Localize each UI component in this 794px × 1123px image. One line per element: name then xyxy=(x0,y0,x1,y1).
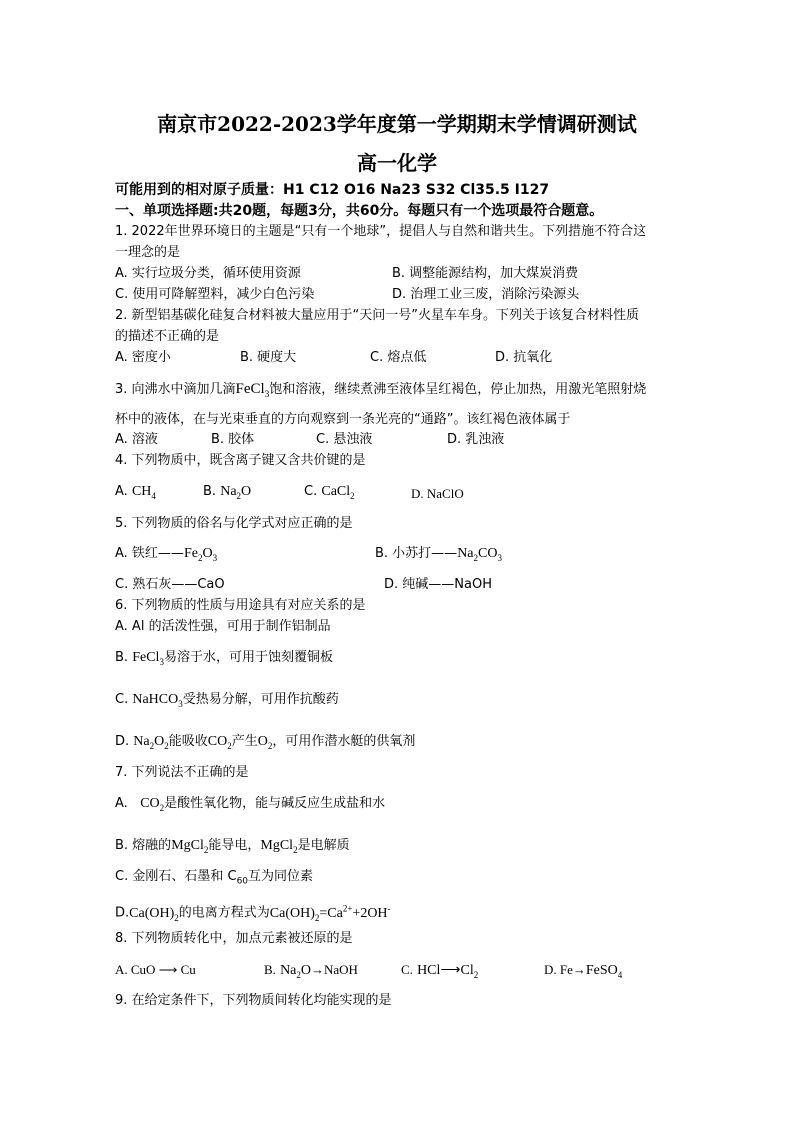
q6-d-t2: 产生 xyxy=(231,734,258,749)
q7-b-f2: MgCl xyxy=(260,838,294,853)
q1-option-d: D. 治理工业三废，消除污染源头 xyxy=(392,287,580,302)
q4-b-f: Na xyxy=(220,484,237,499)
q5-stem: 5. 下列物质的俗名与化学式对应正确的是 xyxy=(115,516,353,531)
q7-d-s: 2 xyxy=(174,912,179,923)
q7-d-formula1 xyxy=(129,906,179,921)
q4-option-c xyxy=(304,484,355,504)
q8-d-label: D. Fe→ xyxy=(544,962,586,977)
q7-d-f2: Ca(OH) xyxy=(269,905,315,921)
q8-c-s: 2 xyxy=(473,969,479,980)
q6-d-f3: CO xyxy=(207,734,228,749)
q4-c-s: 2 xyxy=(350,490,355,501)
q7-a-s: 2 xyxy=(159,802,165,813)
q7-d-formula2 xyxy=(269,903,391,923)
q6-d-s1: 2 xyxy=(149,740,155,751)
q3-formula-sub: 3 xyxy=(264,389,270,399)
q5-a-formula xyxy=(184,546,217,561)
q6-d-f2: O xyxy=(154,734,165,749)
q7-option-c xyxy=(115,869,313,890)
q7-c-pre: C. 金刚石、石墨和 C xyxy=(115,869,237,884)
q7-c-sub: 60 xyxy=(236,876,249,887)
q6-c-text: 受热易分解，可用作抗酸药 xyxy=(182,692,339,707)
q8-c-f: HCl xyxy=(417,963,441,978)
q8-option-b xyxy=(264,962,358,983)
q4-a-formula xyxy=(132,484,156,499)
q8-b-s: 2 xyxy=(296,969,301,980)
q6-d-f1: Na xyxy=(133,734,150,749)
q8-b-formula xyxy=(280,963,311,978)
q4-b-s: 2 xyxy=(236,490,242,501)
q6-b-f: FeCl xyxy=(132,650,160,665)
q7-b-f: MgCl xyxy=(171,838,204,853)
q8-c-arrow: ⟶ xyxy=(440,963,461,978)
q8-stem: 8. 下列物质转化中，加点元素被还原的是 xyxy=(115,931,353,946)
q3-formula-text: FeCl xyxy=(235,381,265,397)
q6-option-c xyxy=(115,692,339,712)
q1-option-a: A. 实行垃圾分类，循环使用资源 xyxy=(115,266,301,281)
q4-option-b xyxy=(203,484,251,504)
q7-b-s: 2 xyxy=(203,844,209,855)
q7-b-s2: 2 xyxy=(293,844,298,855)
q7-d-s2: 2 xyxy=(314,912,320,923)
q8-d-s: 4 xyxy=(617,969,623,980)
q8-option-d xyxy=(544,962,622,983)
q3-stem-line1 xyxy=(115,381,646,402)
q7-d-tail: +2OH xyxy=(352,905,388,921)
q6-option-b xyxy=(115,650,333,670)
q2-option-b: B. 硬度大 xyxy=(240,350,297,365)
q4-b-label: B. xyxy=(203,484,217,499)
q4-a-f: CH xyxy=(131,484,152,499)
q2-stem-line2: 的描述不正确的是 xyxy=(115,329,220,344)
q3-option-d: D. 乳浊液 xyxy=(447,432,505,447)
q5-a-s1: 2 xyxy=(197,552,203,563)
q3-formula xyxy=(236,381,270,397)
q4-a-label: A. xyxy=(115,484,128,499)
q5-option-d: D. 纯碱——NaOH xyxy=(384,577,492,592)
q5-b-text: B. 小苏打—— xyxy=(375,546,458,561)
q3-stem-line2: 杯中的液体，在与光束垂直的方向观察到一条光亮的“通路”。该红褐色液体属于 xyxy=(115,412,571,427)
q8-option-a: A. CuO ⟶ Cu xyxy=(115,962,196,977)
q4-option-d: D. NaClO xyxy=(411,486,464,501)
q5-b-formula xyxy=(457,546,502,561)
q6-d-t3: ，可用作潜水艇的供氧剂 xyxy=(272,734,416,749)
q7-stem: 7. 下列说法不正确的是 xyxy=(115,765,249,780)
q7-a-text: 是酸性氧化物，能与碱反应生成盐和水 xyxy=(164,796,386,811)
q2-option-a: A. 密度小 xyxy=(115,350,171,365)
q7-d-label: D. xyxy=(115,905,130,921)
q8-d-f: FeSO xyxy=(585,963,618,978)
q6-stem: 6. 下列物质的性质与用途具有对应关系的是 xyxy=(115,598,366,613)
q7-d-sup: 2+ xyxy=(342,903,353,913)
exam-title: 南京市2022-2023学年度第一学期期末学情调研测试 xyxy=(157,112,637,136)
q7-b-t2: 是电解质 xyxy=(297,838,350,853)
q7-c-post: 互为同位素 xyxy=(248,869,314,884)
q5-b-f2: CO xyxy=(478,546,498,561)
q5-option-b xyxy=(375,546,502,566)
q7-option-d xyxy=(115,900,391,925)
q3-option-b: B. 胶体 xyxy=(211,432,255,447)
q6-d-formula2 xyxy=(208,734,232,749)
q7-d-sup2: - xyxy=(387,903,391,913)
q7-a-f: CO xyxy=(140,796,160,811)
q5-b-f1: Na xyxy=(457,546,474,561)
q4-a-s: 4 xyxy=(151,490,156,501)
q8-c-label: C. xyxy=(401,962,413,977)
q6-b-s: 3 xyxy=(159,656,164,667)
q6-option-d xyxy=(115,734,415,754)
q6-b-label: B. xyxy=(115,650,129,665)
q3-stem-pre: 3. 向沸水中滴加几滴 xyxy=(115,382,236,397)
q2-option-c: C. 熔点低 xyxy=(370,350,427,365)
q6-b-text: 易溶于水，可用于蚀刻覆铜板 xyxy=(163,650,333,665)
q8-option-c xyxy=(401,962,478,983)
q7-b-label: B. 熔融的 xyxy=(115,838,172,853)
q6-d-s3: 2 xyxy=(227,740,232,751)
q8-b-f2: O xyxy=(300,963,312,978)
q7-option-a xyxy=(115,796,385,816)
q6-d-formula1 xyxy=(133,734,168,749)
q6-c-s: 3 xyxy=(178,698,183,709)
q7-d-t1: 的电离方程式为 xyxy=(178,905,270,921)
q2-stem-line1: 2. 新型铝基碳化硅复合材料被大量应用于“天问一号”火星车车身。下列关于该复合材料性质 xyxy=(115,308,640,323)
q7-a-formula xyxy=(140,796,164,811)
q5-a-s2: 3 xyxy=(212,552,218,563)
q6-c-label: C. xyxy=(115,692,129,707)
q4-stem: 4. 下列物质中，既含离子键又含共价键的是 xyxy=(115,453,366,468)
q5-option-a xyxy=(115,546,217,566)
exam-subtitle: 高一化学 xyxy=(357,151,437,175)
q6-d-s2: 2 xyxy=(164,740,169,751)
q7-d-eq: =Ca xyxy=(319,905,343,921)
atomic-masses: 可能用到的相对原子质量：H1 C12 O16 Na23 S32 Cl35.5 I127 xyxy=(115,182,550,198)
q5-b-s2: 3 xyxy=(497,552,502,563)
q8-c-f2: Cl xyxy=(460,963,474,978)
q6-d-formula3 xyxy=(258,734,273,749)
q3-option-c: C. 悬浊液 xyxy=(316,432,373,447)
q3-stem-post: 饱和溶液，继续煮沸至液体呈红褐色，停止加热，用激光笔照射烧 xyxy=(269,382,647,397)
q3-option-a: A. 溶液 xyxy=(115,432,158,447)
q4-b-f2: O xyxy=(241,484,252,499)
q8-b-label: B. xyxy=(264,962,276,977)
q7-b-formula2 xyxy=(260,838,297,853)
q6-b-formula xyxy=(132,650,164,665)
q7-d-f: Ca(OH) xyxy=(129,905,175,921)
q1-stem-line1: 1. 2022年世界环境日的主题是“只有一个地球”，提倡人与自然和谐共生。下列措施不符合这 xyxy=(115,224,647,239)
q5-a-f1: Fe xyxy=(183,546,198,561)
q4-c-formula xyxy=(321,484,354,499)
q4-c-label: C. xyxy=(304,484,318,499)
q9-stem: 9. 在给定条件下，下列物质间转化均能实现的是 xyxy=(115,993,392,1008)
q8-c-formula xyxy=(417,963,478,978)
q7-b-t1: 能导电， xyxy=(208,838,261,853)
q8-b-f: Na xyxy=(280,963,297,978)
q4-option-a xyxy=(115,484,156,504)
section-heading: 一、单项选择题:共20题，每题3分，共60分。每题只有一个选项最符合题意。 xyxy=(115,203,604,219)
q6-c-formula xyxy=(132,692,182,707)
q6-d-t1: 能吸收 xyxy=(168,734,208,749)
q2-option-d: D. 抗氧化 xyxy=(495,350,553,365)
q8-b-tail: →NaOH xyxy=(311,962,358,977)
q5-a-text: A. 铁红—— xyxy=(115,546,184,561)
q7-a-label: A. xyxy=(115,796,128,811)
q7-option-b xyxy=(115,838,350,858)
q6-option-a: A. Al 的活泼性强，可用于制作铝制品 xyxy=(115,619,331,634)
q5-a-f2: O xyxy=(202,546,213,561)
q6-d-s4: 2 xyxy=(267,740,273,751)
q5-b-s1: 2 xyxy=(473,552,479,563)
q5-option-c: C. 熟石灰——CaO xyxy=(115,577,225,592)
q6-d-f4: O xyxy=(257,734,268,749)
q6-c-f: NaHCO xyxy=(132,692,179,707)
q6-d-label: D. xyxy=(115,734,130,749)
q8-d-formula xyxy=(586,963,622,978)
q7-b-formula1 xyxy=(171,838,208,853)
q1-option-b: B. 调整能源结构，加大煤炭消费 xyxy=(392,266,579,281)
q1-stem-line2: 一理念的是 xyxy=(115,245,181,260)
q4-b-formula xyxy=(220,484,251,499)
q1-option-c: C. 使用可降解塑料，减少白色污染 xyxy=(115,287,315,302)
q4-c-f: CaCl xyxy=(321,484,351,499)
